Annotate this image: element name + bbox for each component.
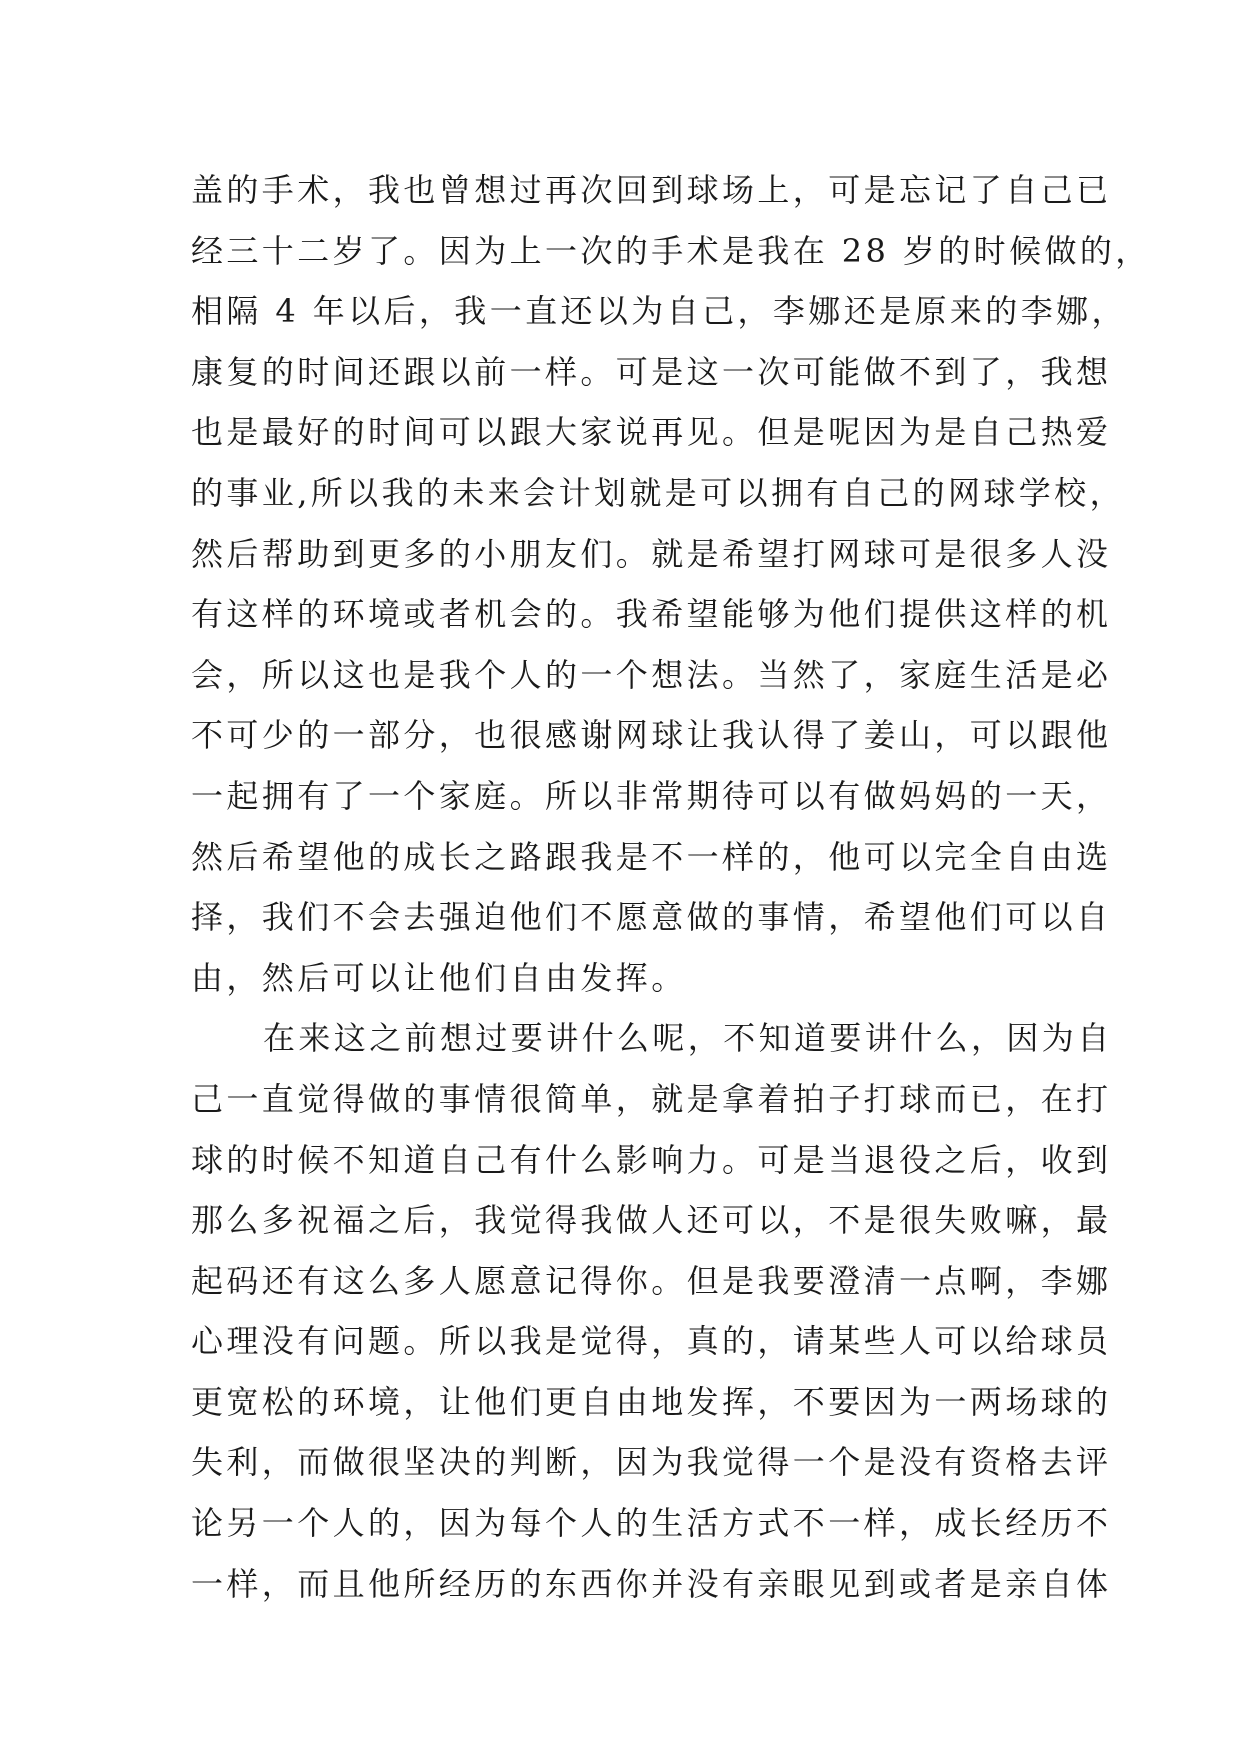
text-line: 己一直觉得做的事情很简单，就是拿着拍子打球而已，在打 [191,1079,1112,1118]
text-line: 也是最好的时间可以跟大家说再见。但是呢因为是自己热爱 [191,413,1112,452]
text-line: 相隔 4 年以后，我一直还以为自己，李娜还是原来的李娜， [191,292,1127,331]
text-line: 一样，而且他所经历的东西你并没有亲眼见到或者是亲自体 [191,1564,1112,1603]
document-body [191,160,1151,1614]
text-line: 经三十二岁了。因为上一次的手术是我在 28 岁的时候做的， [191,231,1151,270]
text-line: 在来这之前想过要讲什么呢，不知道要讲什么，因为自 [263,1019,1113,1058]
text-line: 然后帮助到更多的小朋友们。就是希望打网球可是很多人没 [191,534,1112,573]
text-line: 由，然后可以让他们自由发挥。 [191,958,687,997]
text-line: 择，我们不会去强迫他们不愿意做的事情，希望他们可以自 [191,898,1112,937]
text-line: 失利，而做很坚决的判断，因为我觉得一个是没有资格去评 [191,1443,1112,1482]
text-line: 那么多祝福之后，我觉得我做人还可以，不是很失败嘛，最 [191,1201,1112,1240]
text-line: 球的时候不知道自己有什么影响力。可是当退役之后，收到 [191,1140,1112,1179]
paragraph [191,160,1151,1008]
text-line: 心理没有问题。所以我是觉得，真的，请某些人可以给球员 [191,1322,1112,1361]
text-line: 有这样的环境或者机会的。我希望能够为他们提供这样的机 [191,595,1112,634]
text-line: 不可少的一部分，也很感谢网球让我认得了姜山，可以跟他 [191,716,1112,755]
paragraph-container [191,160,1151,1614]
text-line: 盖的手术，我也曾想过再次回到球场上，可是忘记了自己已 [191,171,1112,209]
text-line: 更宽松的环境，让他们更自由地发挥，不要因为一两场球的 [191,1382,1112,1421]
text-line: 一起拥有了一个家庭。所以非常期待可以有做妈妈的一天， [191,776,1112,815]
text-line: 然后希望他的成长之路跟我是不一样的，他可以完全自由选 [191,837,1112,876]
text-line: 论另一个人的，因为每个人的生活方式不一样，成长经历不 [191,1504,1112,1543]
text-line: 会，所以这也是我个人的一个想法。当然了，家庭生活是必 [191,655,1112,694]
paragraph [191,1008,1113,1614]
text-line: 的事业,所以我的未来会计划就是可以拥有自己的网球学校， [191,473,1125,512]
text-line: 康复的时间还跟以前一样。可是这一次可能做不到了，我想 [191,352,1112,391]
text-line: 起码还有这么多人愿意记得你。但是我要澄清一点啊，李娜 [191,1261,1112,1300]
